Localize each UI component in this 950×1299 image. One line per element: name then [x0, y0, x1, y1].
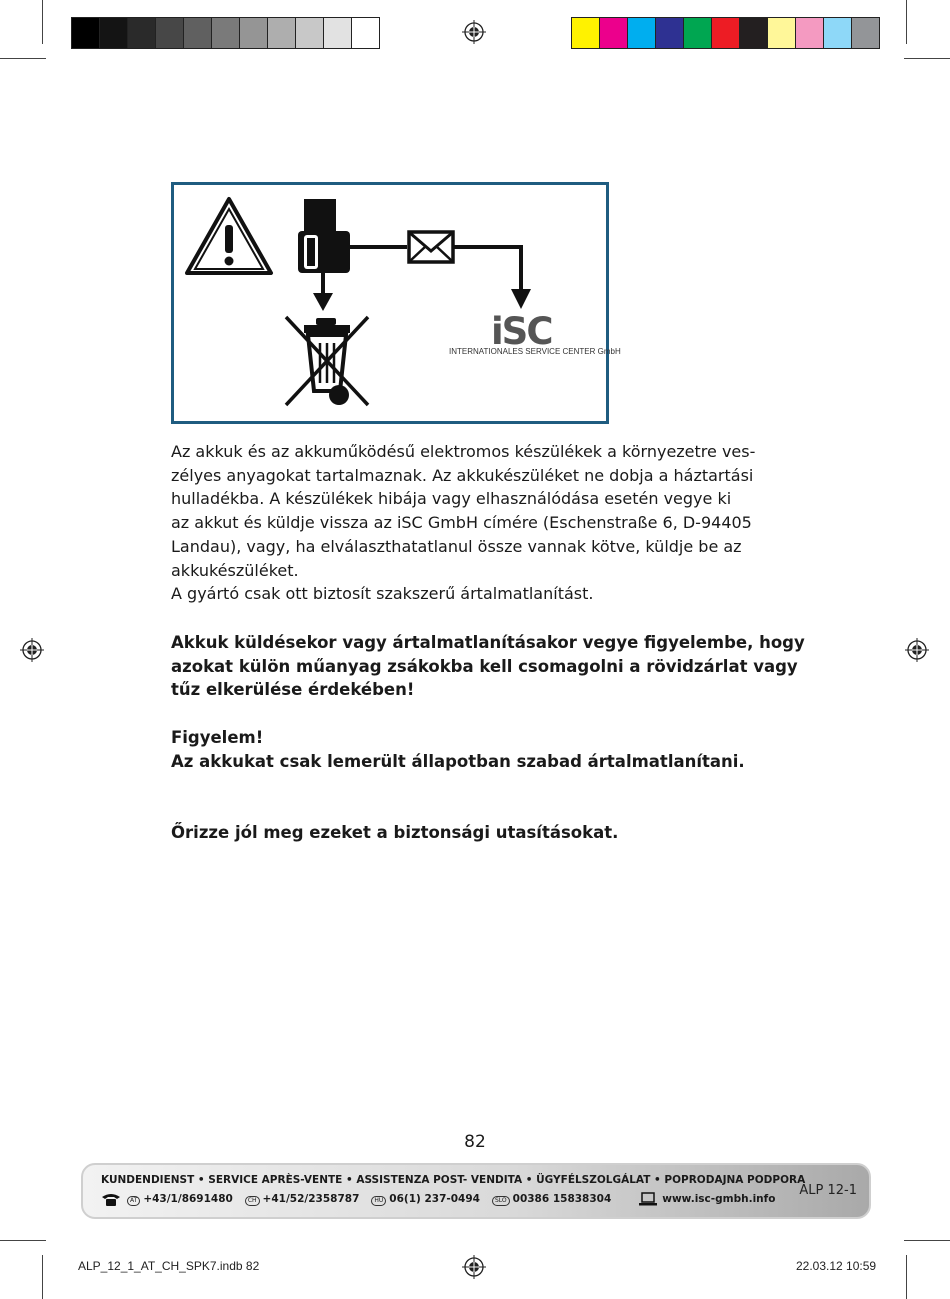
- color-swatch: [572, 18, 599, 48]
- crop-mark: [0, 1240, 46, 1241]
- registration-mark-icon: [462, 1255, 486, 1279]
- telephone-icon: [101, 1192, 121, 1206]
- contact-row: [101, 1192, 775, 1206]
- text-line: azokat külön műanyag zsákokba kell csomagolni a rövidzárlat vagy: [171, 656, 798, 676]
- crop-mark: [42, 0, 43, 44]
- phone-number: +43/1/8691480: [143, 1192, 233, 1205]
- text-line: zélyes anyagokat tartalmaznak. Az akkukészüléket ne dobja a háztartási: [171, 465, 754, 485]
- crop-mark: [906, 0, 907, 44]
- phone-number: +41/52/2358787: [262, 1192, 360, 1205]
- color-swatch: [323, 18, 351, 48]
- phone-number: 06(1) 237-0494: [389, 1192, 480, 1205]
- color-swatch: [627, 18, 655, 48]
- country-badge: CH: [245, 1196, 260, 1206]
- text-line: Akkuk küldésekor vagy ártalmatlanításakor vegye figyelembe, hogy: [171, 633, 805, 652]
- color-swatch: [655, 18, 683, 48]
- page-number: 82: [464, 1132, 486, 1152]
- isc-subtitle: INTERNATIONALES SERVICE CENTER GmbH: [449, 347, 621, 356]
- color-swatch: [72, 18, 99, 48]
- envelope-icon: [409, 232, 453, 262]
- crop-mark: [904, 58, 950, 59]
- registration-mark-icon: [462, 20, 486, 44]
- color-swatch: [183, 18, 211, 48]
- color-swatch: [795, 18, 823, 48]
- color-swatch: [99, 18, 127, 48]
- crossed-out-bin-icon: [286, 317, 368, 405]
- phone-number: 00386 15838304: [512, 1192, 612, 1205]
- cmyk-color-bar: [571, 17, 880, 49]
- isc-logo: iSC: [491, 310, 552, 353]
- color-swatch: [267, 18, 295, 48]
- keep-instructions-text: Őrizze jól meg ezeket a biztonsági utasításokat.: [171, 823, 619, 842]
- attention-paragraph: [171, 726, 781, 773]
- color-swatch: [739, 18, 767, 48]
- text-line: Figyelem!: [171, 728, 264, 747]
- registration-mark-icon: [905, 638, 929, 662]
- color-swatch: [599, 18, 627, 48]
- text-line: hulladékba. A készülékek hibája vagy elhasználódása esetén vegye ki: [171, 489, 732, 509]
- crop-mark: [904, 1240, 950, 1241]
- color-swatch: [711, 18, 739, 48]
- disposal-paragraph: [171, 440, 781, 606]
- text-line: Landau), vagy, ha elválaszthatatlanul össze vannak kötve, küldje be az: [171, 536, 742, 556]
- color-swatch: [823, 18, 851, 48]
- color-swatch: [239, 18, 267, 48]
- color-swatch: [155, 18, 183, 48]
- color-swatch: [767, 18, 795, 48]
- text-line: Az akkuk és az akkuműködésű elektromos készülékek a környezetre ves-: [171, 442, 756, 461]
- color-swatch: [683, 18, 711, 48]
- text-line: Az akkukat csak lemerült állapotban szabad ártalmatlanítani.: [171, 751, 745, 771]
- text-line: A gyártó csak ott biztosít szakszerű ártalmatlanítást.: [171, 584, 594, 604]
- crop-mark: [42, 1255, 43, 1299]
- laptop-icon: [639, 1192, 657, 1206]
- color-swatch: [851, 18, 879, 48]
- country-badge: AT: [127, 1196, 140, 1206]
- service-title: KUNDENDIENST • SERVICE APRÈS-VENTE • ASSISTENZA POST- VENDITA • ÜGYFÉLSZOLGÁLAT • POPRODAJNA PODPORA: [101, 1174, 806, 1186]
- warning-triangle-icon: [187, 199, 271, 273]
- text-line: akkukészüléket.: [171, 560, 299, 580]
- registration-mark-icon: [20, 638, 44, 662]
- text-line: az akkut és küldje vissza az iSC GmbH címére (Eschenstraße 6, D-94405: [171, 513, 752, 533]
- website-link[interactable]: www.isc-gmbh.info: [662, 1193, 776, 1205]
- battery-pack-icon: [298, 199, 350, 273]
- color-swatch: [211, 18, 239, 48]
- color-swatch: [127, 18, 155, 48]
- battery-disposal-diagram: [171, 182, 621, 424]
- country-badge: HU: [371, 1196, 386, 1206]
- crop-mark: [906, 1255, 907, 1299]
- color-swatch: [295, 18, 323, 48]
- service-footer-panel: [81, 1163, 871, 1219]
- slug-file: ALP_12_1_AT_CH_SPK7.indb 82: [78, 1259, 260, 1273]
- packaging-warning-paragraph: [171, 631, 805, 702]
- grayscale-color-bar: [71, 17, 380, 49]
- crop-mark: [0, 58, 46, 59]
- country-badge: SLO: [492, 1196, 510, 1206]
- slug-datetime: 22.03.12 10:59: [796, 1259, 877, 1273]
- model-label: ALP 12-1: [799, 1183, 857, 1198]
- text-line: tűz elkerülése érdekében!: [171, 680, 415, 700]
- color-swatch: [351, 18, 379, 48]
